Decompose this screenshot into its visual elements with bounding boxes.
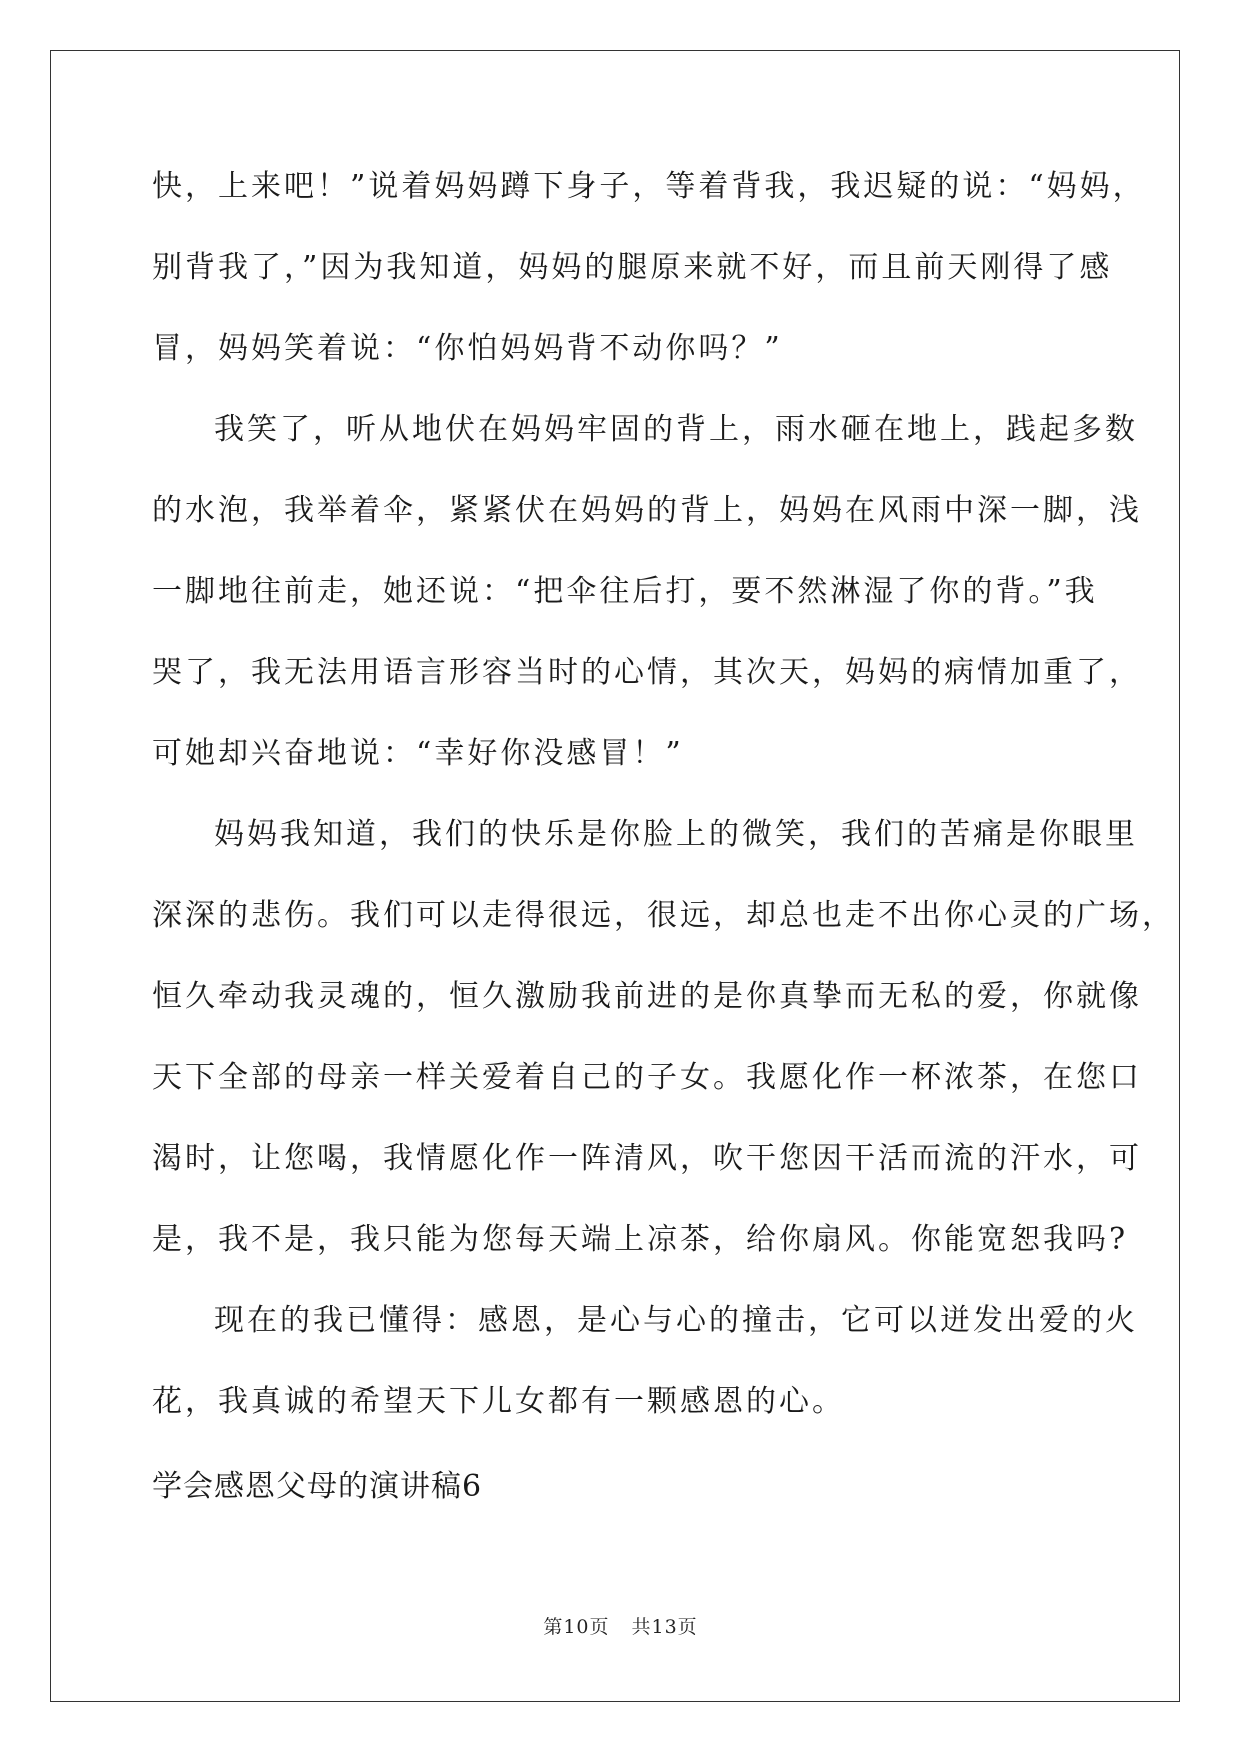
text-line: 妈妈我知道，我们的快乐是你脸上的微笑，我们的苦痛是你眼里 xyxy=(214,817,1138,852)
text-line: 可她却兴奋地说：“幸好你没感冒！” xyxy=(152,736,684,771)
text-line: 快，上来吧！”说着妈妈蹲下身子，等着背我，我迟疑的说：“妈妈， xyxy=(152,169,1146,204)
text-line: 现在的我已懂得：感恩，是心与心的撞击，它可以迸发出爱的火 xyxy=(214,1303,1138,1338)
text-line: 我笑了，听从地伏在妈妈牢固的背上，雨水砸在地上，践起多数 xyxy=(214,412,1138,447)
text-line: 天下全部的母亲一样关爱着自己的子女。我愿化作一杯浓茶，在您口 xyxy=(152,1060,1142,1095)
text-line: 冒，妈妈笑着说：“你怕妈妈背不动你吗？” xyxy=(152,331,783,366)
text-line: 是，我不是，我只能为您每天端上凉茶，给你扇风。你能宽恕我吗? xyxy=(152,1222,1129,1257)
page-footer xyxy=(0,1612,1241,1639)
paragraph-2 xyxy=(152,403,1142,808)
text-line: 哭了，我无法用语言形容当时的心情，其次天，妈妈的病情加重了， xyxy=(152,655,1142,690)
document-body xyxy=(152,160,1175,1530)
text-line: 别背我了，”因为我知道，妈妈的腿原来就不好，而且前天刚得了感 xyxy=(152,250,1113,285)
section-heading: 学会感恩父母的演讲稿6 xyxy=(152,1469,483,1504)
text-line: 深深的悲伤。我们可以走得很远，很远，却总也走不出你心灵的广场， xyxy=(152,898,1175,933)
text-line: 渴时，让您喝，我情愿化作一阵清风，吹干您因干活而流的汗水，可 xyxy=(152,1141,1142,1176)
page-number-current: 第10页 xyxy=(543,1616,610,1638)
text-line: 的水泡，我举着伞，紧紧伏在妈妈的背上，妈妈在风雨中深一脚，浅 xyxy=(152,493,1142,528)
paragraph-1 xyxy=(152,160,1146,403)
page-number-total: 共13页 xyxy=(631,1616,698,1638)
paragraph-4 xyxy=(152,1294,1138,1456)
text-line: 花，我真诚的希望天下儿女都有一颗感恩的心。 xyxy=(152,1384,845,1419)
text-line: 恒久牵动我灵魂的，恒久激励我前进的是你真挚而无私的爱，你就像 xyxy=(152,979,1142,1014)
paragraph-3 xyxy=(152,808,1175,1294)
text-line: 一脚地往前走，她还说：“把伞往后打，要不然淋湿了你的背。”我 xyxy=(152,574,1098,609)
